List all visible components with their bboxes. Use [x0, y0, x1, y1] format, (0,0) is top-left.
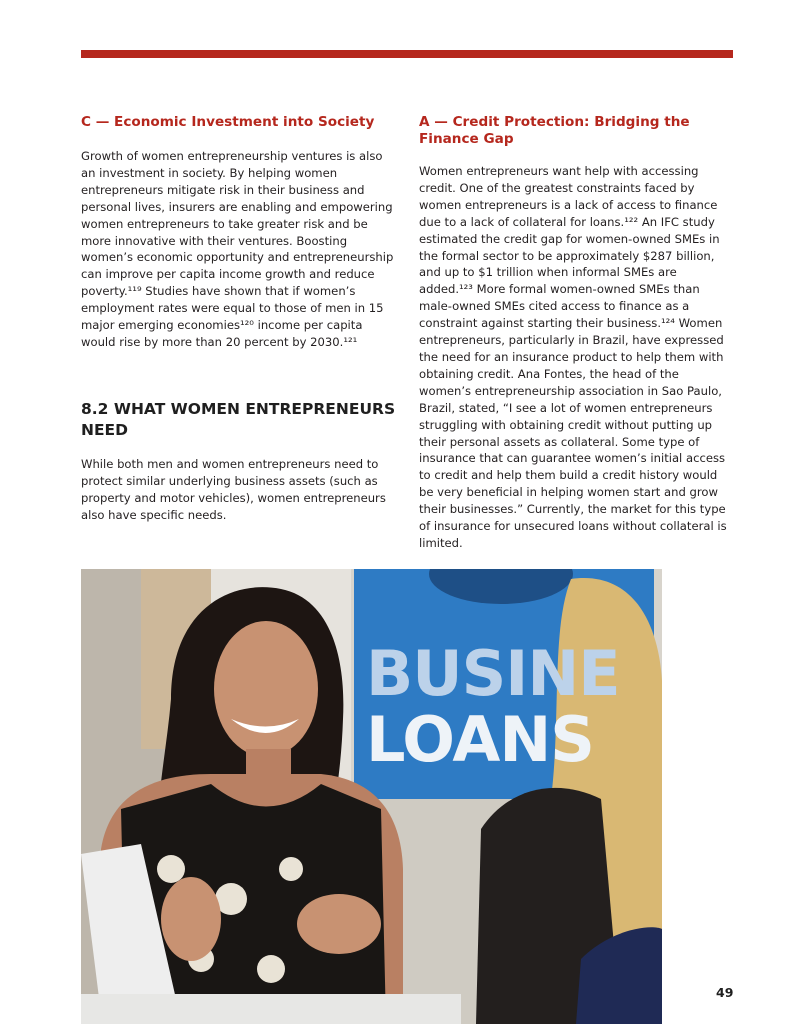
credit-protection-paragraph: Women entrepreneurs want help with accessing credit. One of the greatest constraints faced by women entrepreneurs is a lack of access to finance due to a lack of collateral for loans.¹²² An IFC study estimated the credit gap for women-owned SMEs in the formal sector to be approximately $287 billion, and up to $1 trillion when informal SMEs are added.¹²³ More formal women-owned SMEs than male-owned SMEs cited access to finance as a constraint against starting their business.¹²⁴ Women entrepreneurs, particularly in Brazil, have expressed the need for an insurance product to help them with obtaining credit. Ana Fontes, the head of the women’s entrepreneurship association in Sao Paulo, Brazil, stated, “I see a lot of women entrepreneurs struggling with obtaining credit without putting up their personal assets as collateral. Some type of insurance that can guarantee women’s initial access to credit and help them build a credit history would be very beneficial in helping women start and grow their businesses.” Currently, the market for this type of insurance for unsecured loans without collateral is limited. [419, 164, 727, 550]
section-heading: 8.2 WHAT WOMEN ENTREPRENEURS NEED [81, 399, 396, 439]
banner-text-line2: LOANS [366, 703, 594, 776]
right-column [419, 114, 733, 552]
top-accent-rule [81, 50, 733, 58]
credit-protection-heading: A — Credit Protection: Bridging the Finance Gap [419, 114, 690, 147]
economic-investment-heading: C — Economic Investment into Society [81, 114, 375, 130]
section-intro-paragraph: While both men and women entrepreneurs need to protect similar underlying business assets (such as property and motor vehicles), women entrepreneurs also have specific needs. [81, 456, 386, 522]
economic-investment-paragraph: Growth of women entrepreneurship ventures is also an investment in society. By helping women entrepreneurs mitigate risk in their business and personal lives, insurers are enabling and empowering women entrepreneurs to take greater risk and be more innovative with their ventures. Boosting women’s economic opportunity and entrepreneurship can improve per capita income growth and reduce poverty.¹¹⁹ Studies have shown that if women’s employment rates were equal to those of men in 15 major emerging economies¹²⁰ income per capita would rise by more than 20 percent by 2030.¹²¹ [81, 149, 394, 349]
page-number: 49 [716, 985, 734, 1000]
banner-text-line1: BUSINE [366, 637, 620, 710]
business-loans-photo [81, 569, 662, 1024]
left-column [81, 114, 396, 524]
